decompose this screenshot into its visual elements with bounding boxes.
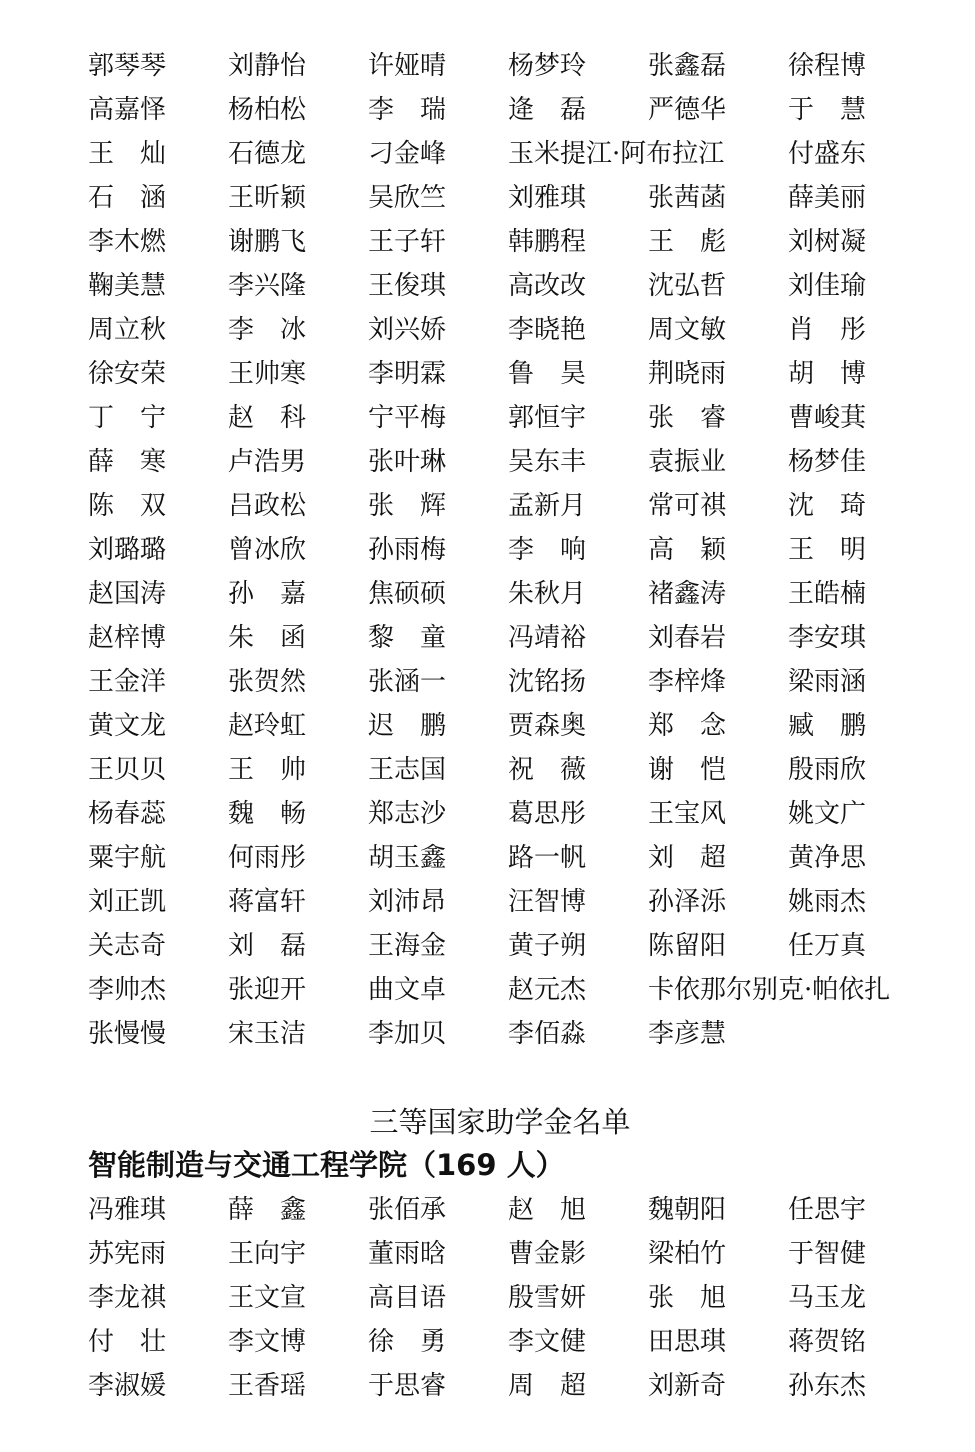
name-cell: 薛 寒 <box>88 447 167 477</box>
name-cell: 于思睿 <box>368 1371 447 1401</box>
name-row <box>88 220 968 264</box>
name-row <box>88 484 968 528</box>
name-cell: 黄净思 <box>788 843 867 873</box>
name-cell: 付盛东 <box>788 139 867 169</box>
name-row <box>88 1188 968 1232</box>
name-cell: 魏朝阳 <box>648 1195 727 1225</box>
name-cell: 何雨彤 <box>228 843 307 873</box>
name-cell: 李佰淼 <box>508 1019 587 1049</box>
name-cell: 王 彪 <box>648 227 727 257</box>
name-cell: 徐 勇 <box>368 1327 447 1357</box>
name-cell: 郑 念 <box>648 711 727 741</box>
name-cell: 刘兴娇 <box>368 315 447 345</box>
name-cell: 鲁 昊 <box>508 359 587 389</box>
name-row <box>88 44 968 88</box>
name-cell: 周立秋 <box>88 315 167 345</box>
name-cell: 于智健 <box>788 1239 867 1269</box>
name-cell: 王 明 <box>788 535 867 565</box>
name-cell: 王香瑶 <box>228 1371 307 1401</box>
name-cell: 沈 琦 <box>788 491 867 521</box>
name-cell: 高改改 <box>508 271 587 301</box>
name-cell: 张叶琳 <box>368 447 447 477</box>
name-cell: 张 辉 <box>368 491 447 521</box>
name-cell: 焦硕硕 <box>368 579 447 609</box>
name-cell: 刘璐璐 <box>88 535 167 565</box>
name-cell: 孙雨梅 <box>368 535 447 565</box>
name-cell: 王文宣 <box>228 1283 307 1313</box>
name-cell: 陈留阳 <box>648 931 727 961</box>
name-cell: 张迎开 <box>228 975 307 1005</box>
name-cell: 王俊琪 <box>368 271 447 301</box>
name-row <box>88 396 968 440</box>
name-cell: 王志国 <box>368 755 447 785</box>
name-cell: 刘静怡 <box>228 51 307 81</box>
name-row <box>88 176 968 220</box>
name-row <box>88 1364 968 1408</box>
name-row <box>88 924 968 968</box>
name-cell: 李文博 <box>228 1327 307 1357</box>
name-cell: 刘佳瑜 <box>788 271 867 301</box>
name-cell: 刁金峰 <box>368 139 447 169</box>
name-cell: 田思琪 <box>648 1327 727 1357</box>
name-cell: 曲文卓 <box>368 975 447 1005</box>
name-cell: 宁平梅 <box>368 403 447 433</box>
name-row <box>88 1276 968 1320</box>
name-cell: 高嘉怿 <box>88 95 167 125</box>
name-cell: 殷雨欣 <box>788 755 867 785</box>
name-cell: 王 帅 <box>228 755 307 785</box>
name-cell: 李梓烽 <box>648 667 727 697</box>
name-cell: 葛思彤 <box>508 799 587 829</box>
name-cell: 许娅晴 <box>368 51 447 81</box>
name-cell: 王子轩 <box>368 227 447 257</box>
name-cell: 刘雅琪 <box>508 183 587 213</box>
name-cell: 孙 嘉 <box>228 579 307 609</box>
name-cell: 卢浩男 <box>228 447 307 477</box>
name-cell: 王宝风 <box>648 799 727 829</box>
name-row <box>88 616 968 660</box>
name-cell: 肖 彤 <box>788 315 867 345</box>
name-cell: 沈铭扬 <box>508 667 587 697</box>
name-cell: 董雨晗 <box>368 1239 447 1269</box>
name-cell: 姚文广 <box>788 799 867 829</box>
name-cell: 张佰承 <box>368 1195 447 1225</box>
name-row <box>88 792 968 836</box>
name-row <box>88 1232 968 1276</box>
name-cell: 谢 恺 <box>648 755 727 785</box>
name-cell: 常可祺 <box>648 491 727 521</box>
name-cell: 褚鑫涛 <box>648 579 727 609</box>
name-cell: 梁柏竹 <box>648 1239 727 1269</box>
name-cell: 李安琪 <box>788 623 867 653</box>
name-cell: 冯靖裕 <box>508 623 587 653</box>
name-cell: 梁雨涵 <box>788 667 867 697</box>
name-cell: 李明霖 <box>368 359 447 389</box>
name-cell: 石德龙 <box>228 139 307 169</box>
name-cell: 郑志沙 <box>368 799 447 829</box>
name-row <box>88 660 968 704</box>
name-row <box>88 748 968 792</box>
name-cell: 孟新月 <box>508 491 587 521</box>
name-cell: 张 睿 <box>648 403 727 433</box>
name-cell: 朱 函 <box>228 623 307 653</box>
name-cell: 李帅杰 <box>88 975 167 1005</box>
name-row <box>88 1320 968 1364</box>
name-cell: 刘 磊 <box>228 931 307 961</box>
name-cell: 荆晓雨 <box>648 359 727 389</box>
name-row <box>88 440 968 484</box>
name-cell: 马玉龙 <box>788 1283 867 1313</box>
name-cell: 曹金影 <box>508 1239 587 1269</box>
name-cell: 高 颖 <box>648 535 727 565</box>
name-cell: 薛 鑫 <box>228 1195 307 1225</box>
name-cell: 臧 鹏 <box>788 711 867 741</box>
college-title: 智能制造与交通工程学院（169 人） <box>88 1148 565 1182</box>
name-cell: 王向宇 <box>228 1239 307 1269</box>
name-cell: 关志奇 <box>88 931 167 961</box>
name-cell: 黎 童 <box>368 623 447 653</box>
name-cell: 刘 超 <box>648 843 727 873</box>
name-cell: 任思宇 <box>788 1195 867 1225</box>
name-cell: 赵 科 <box>228 403 307 433</box>
name-cell: 冯雅琪 <box>88 1195 167 1225</box>
name-cell: 王皓楠 <box>788 579 867 609</box>
name-cell: 苏宪雨 <box>88 1239 167 1269</box>
name-cell: 石 涵 <box>88 183 167 213</box>
name-cell: 魏 畅 <box>228 799 307 829</box>
name-cell: 王金洋 <box>88 667 167 697</box>
name-cell: 胡 博 <box>788 359 867 389</box>
name-cell: 卡依那尔别克·帕依扎 <box>648 975 891 1005</box>
name-cell: 曹峻萁 <box>788 403 867 433</box>
name-list-top <box>88 44 968 1056</box>
name-cell: 孙东杰 <box>788 1371 867 1401</box>
name-row <box>88 352 968 396</box>
name-cell: 祝 薇 <box>508 755 587 785</box>
name-cell: 逄 磊 <box>508 95 587 125</box>
name-row <box>88 880 968 924</box>
name-cell: 赵元杰 <box>508 975 587 1005</box>
name-cell: 刘正凯 <box>88 887 167 917</box>
name-cell: 李加贝 <box>368 1019 447 1049</box>
name-cell: 张涵一 <box>368 667 447 697</box>
name-list-bottom <box>88 1188 968 1408</box>
name-row <box>88 528 968 572</box>
name-cell: 杨梦佳 <box>788 447 867 477</box>
name-cell: 赵 旭 <box>508 1195 587 1225</box>
name-cell: 姚雨杰 <box>788 887 867 917</box>
name-row <box>88 132 968 176</box>
name-cell: 赵国涛 <box>88 579 167 609</box>
name-cell: 蒋富轩 <box>228 887 307 917</box>
name-cell: 李木燃 <box>88 227 167 257</box>
name-cell: 李晓艳 <box>508 315 587 345</box>
name-cell: 张贺然 <box>228 667 307 697</box>
name-cell: 任万真 <box>788 931 867 961</box>
name-cell: 高目语 <box>368 1283 447 1313</box>
name-cell: 朱秋月 <box>508 579 587 609</box>
name-cell: 王贝贝 <box>88 755 167 785</box>
name-cell: 李文健 <box>508 1327 587 1357</box>
name-cell: 陈 双 <box>88 491 167 521</box>
name-cell: 徐安荣 <box>88 359 167 389</box>
name-cell: 周文敏 <box>648 315 727 345</box>
name-cell: 王昕颖 <box>228 183 307 213</box>
name-cell: 李龙祺 <box>88 1283 167 1313</box>
name-cell: 宋玉洁 <box>228 1019 307 1049</box>
name-cell: 于 慧 <box>788 95 867 125</box>
name-cell: 贾森奥 <box>508 711 587 741</box>
name-cell: 杨梦玲 <box>508 51 587 81</box>
name-cell: 王帅寒 <box>228 359 307 389</box>
name-cell: 李淑媛 <box>88 1371 167 1401</box>
section-title: 三等国家助学金名单 <box>369 1105 631 1139</box>
name-cell: 李兴隆 <box>228 271 307 301</box>
name-cell: 吕政松 <box>228 491 307 521</box>
name-cell: 黄子朔 <box>508 931 587 961</box>
name-cell: 孙泽泺 <box>648 887 727 917</box>
name-cell: 粟宇航 <box>88 843 167 873</box>
name-cell: 李 响 <box>508 535 587 565</box>
name-cell: 刘新奇 <box>648 1371 727 1401</box>
name-cell: 王海金 <box>368 931 447 961</box>
name-cell: 汪智博 <box>508 887 587 917</box>
name-cell: 周 超 <box>508 1371 587 1401</box>
name-cell: 丁 宁 <box>88 403 167 433</box>
name-cell: 李彦慧 <box>648 1019 727 1049</box>
name-cell: 殷雪妍 <box>508 1283 587 1313</box>
name-cell: 郭恒宇 <box>508 403 587 433</box>
name-row <box>88 704 968 748</box>
name-cell: 沈弘哲 <box>648 271 727 301</box>
name-cell: 张鑫磊 <box>648 51 727 81</box>
name-cell: 袁振业 <box>648 447 727 477</box>
name-row <box>88 308 968 352</box>
name-cell: 郭琴琴 <box>88 51 167 81</box>
name-cell: 路一帆 <box>508 843 587 873</box>
name-cell: 杨春蕊 <box>88 799 167 829</box>
name-row <box>88 968 968 1012</box>
name-cell: 严德华 <box>648 95 727 125</box>
name-cell: 付 壮 <box>88 1327 167 1357</box>
name-cell: 王 灿 <box>88 139 167 169</box>
name-cell: 赵梓博 <box>88 623 167 653</box>
name-cell: 张茜菡 <box>648 183 727 213</box>
name-cell: 谢鹏飞 <box>228 227 307 257</box>
name-row <box>88 836 968 880</box>
name-cell: 刘树凝 <box>788 227 867 257</box>
name-cell: 刘沛昂 <box>368 887 447 917</box>
name-cell: 韩鹏程 <box>508 227 587 257</box>
name-row <box>88 88 968 132</box>
name-cell: 刘春岩 <box>648 623 727 653</box>
name-cell: 张慢慢 <box>88 1019 167 1049</box>
name-cell: 鞠美慧 <box>88 271 167 301</box>
name-cell: 李 冰 <box>228 315 307 345</box>
name-cell: 吴东丰 <box>508 447 587 477</box>
name-cell: 薛美丽 <box>788 183 867 213</box>
name-cell: 张 旭 <box>648 1283 727 1313</box>
name-row <box>88 264 968 308</box>
name-cell: 曾冰欣 <box>228 535 307 565</box>
name-cell: 黄文龙 <box>88 711 167 741</box>
name-cell: 吴欣竺 <box>368 183 447 213</box>
name-row <box>88 572 968 616</box>
name-cell: 徐程博 <box>788 51 867 81</box>
name-row <box>88 1012 968 1056</box>
name-cell: 胡玉鑫 <box>368 843 447 873</box>
name-cell: 迟 鹏 <box>368 711 447 741</box>
name-cell: 赵玲虹 <box>228 711 307 741</box>
name-cell: 李 瑞 <box>368 95 447 125</box>
name-cell: 玉米提江·阿布拉江 <box>508 139 725 169</box>
name-cell: 蒋贺铭 <box>788 1327 867 1357</box>
name-cell: 杨柏松 <box>228 95 307 125</box>
